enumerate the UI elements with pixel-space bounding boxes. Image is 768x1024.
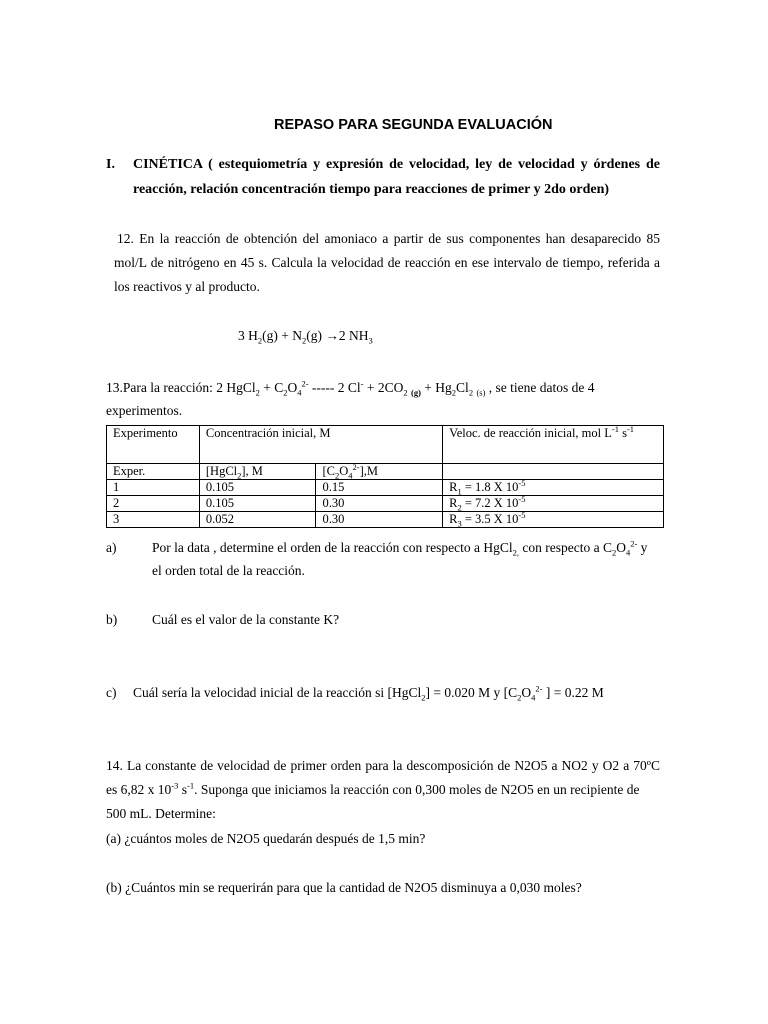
table-row (107, 512, 664, 528)
table-subheader-exper: Exper. (107, 464, 200, 480)
section-heading-line2: reacción, relación concentración tiempo para reacciones de primer y 2do orden) (133, 182, 610, 197)
table-cell: 3 (107, 512, 200, 528)
problem-13-line2: experimentos. (106, 403, 183, 418)
table-cell: 0.15 (316, 480, 443, 496)
table-cell: 0.052 (199, 512, 316, 528)
table-cell: 0.105 (199, 480, 316, 496)
table-cell: 2 (107, 496, 200, 512)
question-a-text: Por la data , determine el orden de la reacción con respecto a HgCl$_{2,}$ con respecto a $C_2O_4^{2-}$ y (152, 538, 648, 558)
problem-12-line3: los reactivos y al producto. (114, 279, 260, 294)
table-header-concentration: Concentración inicial, M (199, 426, 442, 464)
table-row (107, 496, 664, 512)
table-cell: 0.30 (316, 496, 443, 512)
table-cell: $R_1 = 1.8$ X $10^{-5}$ (443, 480, 664, 496)
section-heading: CINÉTICA ( estequiometría y expresión de velocidad, ley de velocidad y órdenes de (133, 157, 660, 172)
problem-14-line3: 500 mL. Determine: (106, 806, 216, 821)
question-c-label: c) (106, 685, 117, 700)
table-row (107, 464, 664, 480)
problem-14-line1: 14. La constante de velocidad de primer orden para la descomposición de N2O5 a NO2 y O2 a 70ºC (106, 758, 660, 773)
table-row (107, 480, 664, 496)
section-number: I. (106, 157, 115, 172)
question-a-line2: el orden total de la reacción. (152, 563, 305, 578)
table-cell: 0.30 (316, 512, 443, 528)
problem-14-question-a: (a) ¿cuántos moles de N2O5 quedarán después de 1,5 min? (106, 831, 426, 846)
ammonia-equation: 3 $H_2(g) + N_2(g) \to 2$ $NH_3$ (238, 328, 373, 346)
question-c-text: Cuál sería la velocidad inicial de la reacción si [HgCl$_2$] = 0.020 M y [$C_2O_4^{2-}$ ] = 0.22 M (133, 683, 604, 703)
table-subheader-hgcl2: [HgCl$_2$], M (199, 464, 316, 480)
page-title: REPASO PARA SEGUNDA EVALUACIÓN (274, 117, 553, 133)
problem-14-line2: es 6,82 x $10^{-3}$ $s^{-1}$. Suponga que iniciamos la reacción con 0,300 moles de N2O5 en un recipiente de (106, 780, 640, 797)
problem-14-question-b: (b) ¿Cuántos min se requerirán para que la cantidad de N2O5 disminuya a 0,030 moles? (106, 880, 582, 895)
table-cell: $R_2 = 7.2$ X $10^{-5}$ (443, 496, 664, 512)
table-cell: $R_3 = 3.5$ X $10^{-5}$ (443, 512, 664, 528)
problem-12-line1: 12. En la reacción de obtención del amoniaco a partir de sus componentes han desaparecido 85 (117, 231, 660, 246)
question-b-text: Cuál es el valor de la constante K? (152, 612, 340, 627)
table-cell: 1 (107, 480, 200, 496)
problem-12-line2: mol/L de nitrógeno en 45 s. Calcula la velocidad de reacción en ese intervalo de tiempo, referida a (114, 255, 660, 270)
question-a-label: a) (106, 540, 117, 555)
table-subheader-c2o4: $[C_2O_4^{2-}],M$ (316, 464, 443, 480)
table-cell: 0.105 (199, 496, 316, 512)
table-subheader-empty (443, 464, 664, 480)
table-header-experiment: Experimento (107, 426, 200, 464)
experiment-table (106, 425, 664, 528)
table-header-rate: Veloc. de reacción inicial, mol $L^{-1}$ $s^{-1}$ (443, 426, 664, 464)
table-header-row (107, 426, 664, 464)
problem-13-reaction: 13.Para la reacción: 2 HgCl$_2$ + $C_2O_4^{2-}$ ----- 2 $Cl^- + 2CO_2$ $_{(g)} + Hg_2Cl_2$ $_{(s)}$ , se tiene datos de 4 (106, 378, 595, 398)
question-b-label: b) (106, 612, 118, 627)
